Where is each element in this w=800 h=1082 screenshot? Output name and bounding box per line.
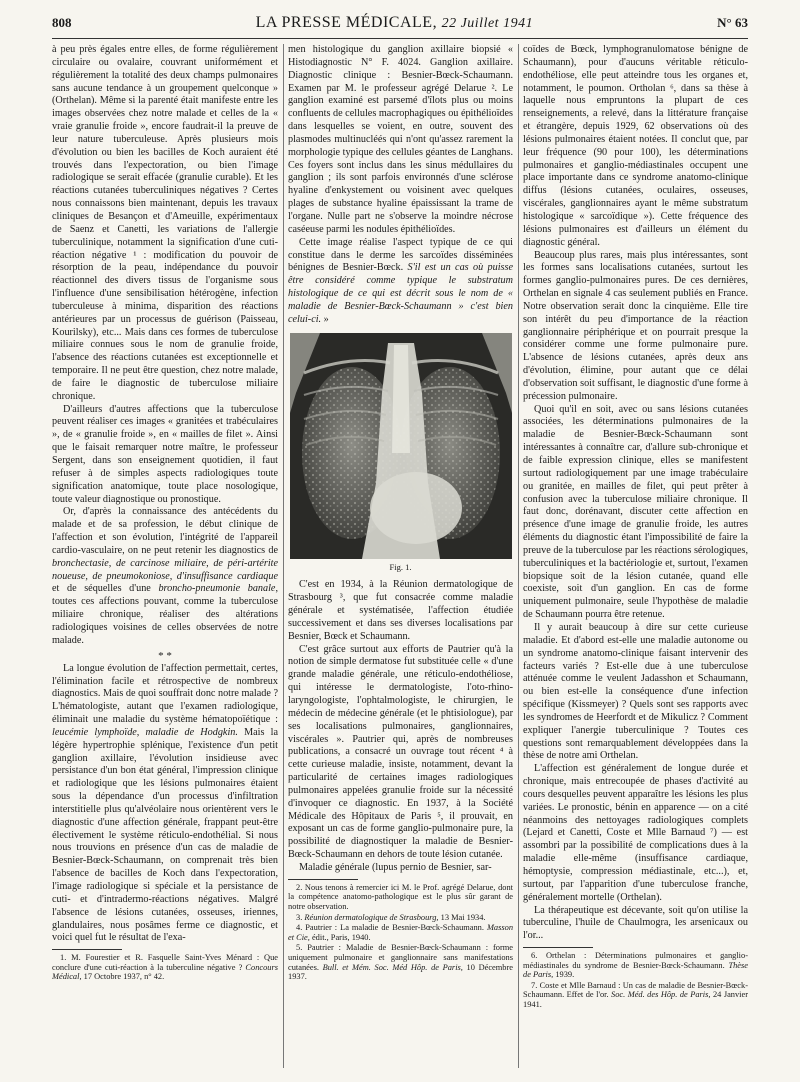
text: Maladie de Besnier-Bœck-Schaumann : forme uniquement pulmonaire et ganglionnaire sans manifestations cutanées. <box>288 943 513 972</box>
emphasis: Masson et Cie, <box>288 923 513 942</box>
footnote-rule <box>523 947 593 948</box>
paragraph: Il y aurait beaucoup à dire sur cette curieuse maladie. Et d'abord est-elle une maladie autonome ou un syndrome anatomo-clinique faisant intervenir des facteurs variés ? Est-elle due à une tuberculose atténuée comme le veulent Jadasshon et Schaumann, ou bien est-elle la conséquence d'une infection spécifique (Kissmeyer) ? Quels sont ses rapports avec les syndromes de Heerfordt et de Mikulicz ? Comment expliquer l'anergie tuberculinique ? Toutes ces questions sont remarquablement développées dans la thèse de notre ami Orthelan. <box>523 621 748 762</box>
paragraph: à peu près égales entre elles, de forme régulièrement circulaire ou ovalaire, couvrant uniformément et régulièrement la totalité des deux champs pulmonaires sans aucune tendance à un groupement quelconque » (Orthelan). Même si la parenté était manifeste entre les images observées chez notre malade et celles de la « vraie granulie froide », encore faudrait-il la preuve de leur nature tuberculeuse. Après plusieurs mois d'évolution ou bien les bacilles de Koch auraient été trouvés dans l'expectoration, ou bien l'image radiologique se serait effacée (granulie curable). Et les réactions cutanées tuberculiniques négatives ? Certes nous connaissons bien maintenant, depuis les travaux cliniques de Besançon et d'Ameuille, expérimentaux de Saenz et Canetti, les variations de l'allergie tuberculinique, notamment la signification d'une cuti-réaction négative ¹ : modification du pouvoir de résorption de la peau, indépendance du pouvoir réactionnel des divers tissus de l'organisme sous l'influence d'une sensibilisation hétérogène, infection tuberculeuse à minima, disparition des réactions antérieures par un processus de guérison (Paisseau, Kourilsky), etc... Mais dans ces formes de tuberculose miliaire connues sous le nom de granulie froide, l'absence des réactions cutanées est exceptionnelle et temporaire. Il ne peut être question, chez notre malade, de faire le diagnostic de tuberculose miliaire chronique. <box>52 44 278 402</box>
column-right <box>523 44 748 1072</box>
page-number: 808 <box>52 15 72 30</box>
text: La longue évolution de l'affection permettait, certes, l'élimination facile et rétrospective de nombreux diagnostics. Mais de quoi souffrait donc notre malade ? L'hématologiste, autant que l'examen radiologique, éliminait une maladie du système hématopoïétique : <box>52 662 278 726</box>
paragraph: Quoi qu'il en soit, avec ou sans lésions cutanées associées, les déterminations pulmonaires de la maladie de Besnier-Bœck-Schaumann sont intéressantes à connaître car, d'allure sub-chronique et de faible expression clinique, elles se manifestent surtout radiologiquement par une image trabéculaire ou granitée, en mailles de filet, qui peut prêter à confusion avec la tuberculose miliaire chronique. Il faut donc, dorénavant, discuter cette affection en présence d'une image de granulie froide, les autres éléments du diagnostic étant l'impossibilité de faire la preuve de la tuberculose par les réactions sérologiques, tuberculiniques et la bactériologie et, surtout, l'examen biopsique soit de la lésion cutanée, quand elle coexiste, soit d'un ganglion. En cas de forme uniquement pulmonaire, seule l'hypothèse de maladie de Schaumann pourra être retenue. <box>523 403 748 621</box>
emphasis: Thèse de Paris, <box>523 960 748 980</box>
text: Déterminations pulmonaires et ganglio-médiastinales du syndrome de Besnier-Bœck-Schaumann. <box>523 951 748 970</box>
paragraph: coïdes de Bœck, lymphogranulomatose bénigne de Schaumann), pour d'aucuns véritable réticulo-endothéliose, elle peut atteindre tous les organes et, notamment, le poumon. Ortholan ⁶, dans sa thèse à laquelle nous empruntons la plupart de ces renseignements, a relevé, dans la littérature française et étrangère, depuis 1929, 62 observations où des lésions pulmonaires étaient notées. Il conclut que, par leur fréquence (90 pour 100), les déterminations pulmonaires et ganglio-médiastinales occupent une place importante dans ce syndrome anatomo-clinique diffus (lésions cutanées, oculaires, osseuses, viscérales, ganglionnaires ayant le même substratum histologique « sarcoïdique »). Cette fréquence des lésions pulmonaires est d'ailleurs un élément du diagnostic général. <box>523 44 748 248</box>
footnote <box>52 953 278 982</box>
text: 10 Décembre 1937. <box>288 962 513 982</box>
figure-caption: Fig. 1. <box>389 561 412 572</box>
emphasis: bronchectasie, de carcinose miliaire, de péri-artérite noueuse, de pneumokoniose, d'insuffisance cardiaque <box>52 557 278 582</box>
emphasis: Réunion dermatologique de Strasbourg, <box>304 912 439 922</box>
footnote-author: 7. Coste et Mlle Barnaud : <box>531 980 621 990</box>
footnote-rule <box>288 879 358 880</box>
paragraph: La thérapeutique est décevante, soit qu'on utilise la tuberculine, l'huile de Chaulmogra, les arsenicaux ou l'or... <box>523 904 748 942</box>
paragraph: men histologique du ganglion axillaire biopsié « Histodiagnostic N° F. 4024. Ganglion axillaire. Diagnostic clinique : Besnier-Bœck-Schaumann. Examen par M. le professeur agrégé Delarue ². Le ganglion examiné est parsemé d'îlots plus ou moins confluents de cellules macrophagiques ou épithélioïdes dans lesquelles se voient, en outre, souvent des plasmodes multinucléés qui n'ont qu'assez rarement la morphologie typique des cellules géantes de Langhans. Ces foyers sont inclus dans les sinus médullaires du ganglion ; ils sont parfois environnés d'une sclérose hyaline d'enkystement ou voisinent avec quelques plages de substance hyaline épaississant la trame de l'organe. Nulle part ne s'observe la moindre nécrose caséeuse parmi les nodules épithélioïdes. <box>288 44 513 235</box>
text: Un cas de maladie de Besnier-Bœck-Schaumann. Effet de l'or. <box>523 980 748 1000</box>
paragraph: Beaucoup plus rares, mais plus intéressantes, sont les formes sans localisations cutanées, surtout les formes ganglio-pulmonaires pures. De ces dernières, Orthelan en signale 4 cas seulement publiés en France. Notre observation serait donc la cinquième. Elle tire son intérêt du peu d'importance de la réaction ganglionnaire périphérique et on pourrait presque la considérer comme une forme pulmonaire pure. L'absence de lésions cutanées, après deux ans d'évolution, élimine, pour autant que ce délai d'observation soit suffisant, le diagnostic d'une forme à précession pulmonaire. <box>523 249 748 402</box>
column-rule <box>283 44 284 1068</box>
footnote-rule <box>52 949 122 950</box>
footnote-author: 1. M. Fourestier et R. Fasquelle Saint-Yves Ménard : <box>60 953 260 963</box>
footnote <box>288 913 513 923</box>
footnote <box>288 943 513 981</box>
text: 1939. <box>553 970 575 980</box>
emphasis: Concours Médical, <box>52 962 278 982</box>
footnote <box>288 923 513 942</box>
paragraph <box>52 663 278 946</box>
footnote-author: 5. Pautrier : <box>296 943 342 953</box>
footnote: 2. Nous tenons à remercier ici M. le Prof. agrégé Delarue, dont la compétence anatomo-pathologique est le plus sûr garant de notre observation. <box>288 882 513 911</box>
text: Or, d'après la connaissance des antécédents du malade et de sa profession, le début clinique de l'affection et son évolution, l'intégrité de l'appareil cardio-vasculaire, on ne peut retenir les diagnostics de <box>52 506 278 556</box>
paragraph: C'est grâce surtout aux efforts de Pautrier qu'à la notion de simple dermatose fut substituée celle « d'une grande maladie générale, une réticulo-endothéliose, qui intéresse le dermatologiste, l'oto-rhino-laryngologiste, l'ophtalmologiste, le chirurgien, le médecin de médecine générale (et le phtisiologue), par ses localisations pulmonaires, ganglionnaires, viscérales ». Pautrier qui, après de nombreuses publications, a consacré un ouvrage tout récent ⁴ à cette curieuse maladie, insiste, notamment, devant la particularité de certaines images radiologiques pulmonaires appelées granulie froide sur la nécessité d'invoquer ce diagnostic. En 1937, à la Société Médicale des Hôpitaux de Paris ⁵, il prouvait, en exposant un cas de forme ganglio-pulmonaire pure, la possibilité de diagnostiquer la maladie de Besnier-Bœck-Schaumann en dehors de toute lésion cutanée. <box>288 643 513 861</box>
emphasis: Soc. Méd. des Hôp. de Paris, <box>611 990 711 1000</box>
text: Cette image réalise l'aspect typique de ce qui constitue dans le derme les sarcoïdes disséminées bénignes de Besnier-Bœck. <box>288 236 513 274</box>
column-rule <box>518 44 519 1068</box>
running-header <box>52 14 748 39</box>
text: 24 Janvier 1941. <box>523 990 748 1010</box>
emphasis: Bull. et Mém. Soc. Méd Hôp. de Paris, <box>322 962 463 972</box>
text: » <box>321 313 329 325</box>
text: Mais la légère hypertrophie splénique, l'existence d'un petit ganglion axillaire, l'évolution insidieuse avec persistance d'un bon état général, l'impression clinique et radiologique que les lésions pulmonaires étaient sous la dépendance d'un processus d'infiltration interstitielle plus qu'alvéolaire nous orientèrent vers le diagnostic d'une affection générale, frappant peut-être électivement le système réticulo-endothélial. Si nous nous trouvions en présence d'un cas de maladie de Besnier-Bœck-Schaumann, on comprenait très bien l'absence de bacilles de Koch dans l'expectoration, l'image radiologique si spéciale et la persistance de cuti- et d'intradermo-réactions négatives. Malgré l'absence de lésions cutanées, osseuses, iriennes, glandulaires, nous posâmes ferme ce diagnostic, et voici quel fut le résultat de l'exa- <box>52 726 278 944</box>
paragraph: L'affection est généralement de longue durée et chronique, mais entrecoupée de phases d'activité au cours desquelles peuvent apparaître les lésions les plus variées. Le pronostic, bénin en apparence — on a cité néanmoins des nettoyages radiologiques complets (Lejard et Canetti, Coste et Mlle Barnaud ⁷) — est assombri par la possibilité de complications dues à la maladie elle-même (insuffisance cardiaque, hémoptysie, compression médiastinale, etc...), et, surtout, par l'apparition d'une tuberculose franche, généralement mortelle (Orthelan). <box>523 763 748 903</box>
emphasis: S'il est un cas où puisse être considéré comme typique le substratum histologique de ce qui est décrit sous le nom de « maladie de Besnier-Bœck-Schaumann » c'est bien celui-ci. <box>288 262 513 325</box>
paragraph: C'est en 1934, à la Réunion dermatologique de Strasbourg ³, que fut consacrée comme maladie générale et systématisée, l'affection étudiée successivement et dans ses diverses localisations par Besnier, Bœck et Schaumann. <box>288 579 513 642</box>
emphasis: broncho-pneumonie banale <box>158 583 276 595</box>
issue-date: 22 Juillet 1941 <box>441 16 534 31</box>
text: 3. <box>296 912 305 922</box>
paragraph <box>288 237 513 327</box>
paragraph: D'ailleurs d'autres affections que la tuberculose peuvent réaliser ces images « granitées et trabéculaires », de « granulie froide », en « mailles de filet ». Ainsi que le faisait remarquer notre maître, le professeur Sergent, dans son enseignement quotidien, il faut refuser à de simples aspects radiologiques toute signification anatomique, toute place nosologique, toute valeur diagnostique ou pronostique. <box>52 403 278 505</box>
footnote-author: 6. Orthelan : <box>531 951 587 961</box>
column-middle <box>288 44 513 1072</box>
column-left <box>52 44 278 1072</box>
text: La maladie de Besnier-Bœck-Schaumann. <box>337 923 487 933</box>
paragraph: Maladie générale (lupus pernio de Besnier, sar- <box>299 861 492 873</box>
footnote-author: 4. Pautrier : <box>296 923 338 933</box>
text: édit., Paris, 1940. <box>309 932 371 942</box>
issue-number: N° 63 <box>717 15 748 30</box>
footnote <box>523 981 748 1010</box>
chest-radiograph-figure <box>290 333 512 559</box>
text: Que conclure d'une cuti-réaction à la tuberculine négative ? <box>52 953 278 972</box>
text: 13 Mai 1934. <box>438 912 486 922</box>
text: , toutes ces affections pouvant, comme la tuberculose miliaire chronique, réaliser des altérations radiologiques voisines de celles observées de notre malade. <box>52 583 278 646</box>
footnote <box>523 951 748 980</box>
paragraph <box>52 506 278 647</box>
journal-title <box>256 14 534 32</box>
journal-name: LA PRESSE MÉDICALE, <box>255 14 438 31</box>
text: 17 Octobre 1937, n° 42. <box>81 972 165 982</box>
section-separator: * * <box>158 649 172 662</box>
text: et de séquelles d'une <box>52 583 159 595</box>
emphasis: leucémie lymphoïde, maladie de Hodgkin. <box>52 726 238 738</box>
